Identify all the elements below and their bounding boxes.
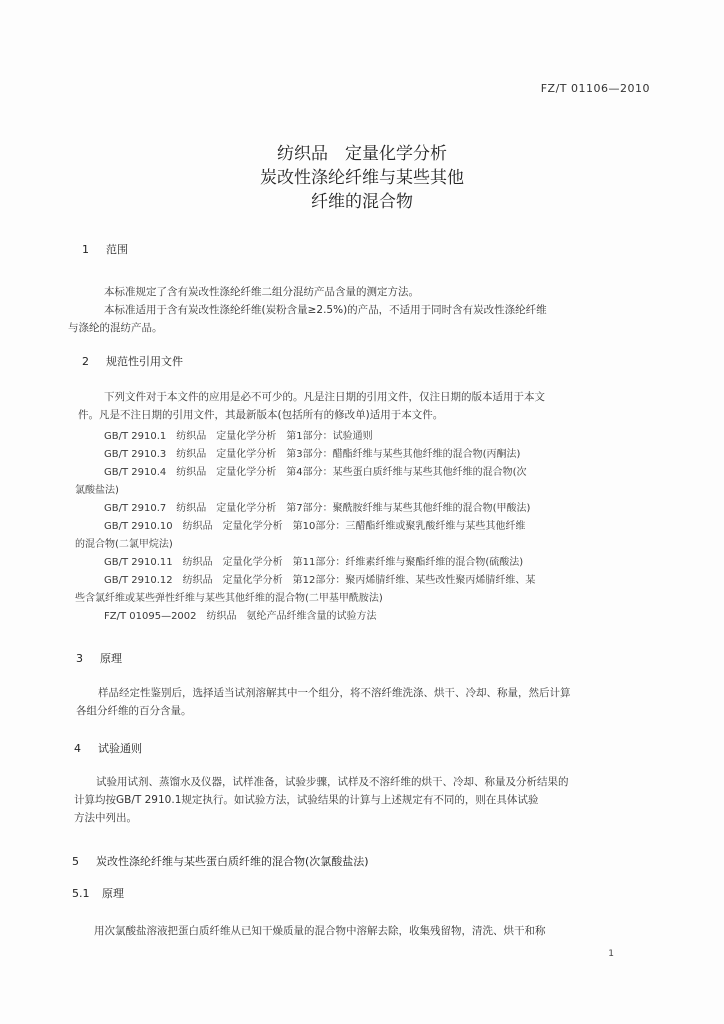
paragraph-line: 与涤纶的混纺产品。 (68, 322, 163, 334)
section-title: 原理 (102, 887, 124, 900)
section-2-intro (78, 388, 662, 424)
reference-line: GB/T 2910.12 纺织品 定量化学分析 第12部分：聚丙烯腈纤维、某些改性聚丙烯腈纤维、某 (104, 575, 536, 586)
section-2-heading (82, 353, 183, 369)
reference-item (80, 554, 660, 572)
section-number: 1 (82, 243, 89, 256)
section-4-heading (74, 740, 142, 756)
reference-line: GB/T 2910.3 纺织品 定量化学分析 第3部分：醋酯纤维与某些其他纤维的混合物(丙酮法) (104, 449, 521, 460)
section-number: 3 (76, 652, 83, 665)
section-3-body (76, 684, 666, 720)
reference-item (75, 572, 660, 608)
section-4-body (74, 773, 664, 827)
reference-item (75, 464, 660, 500)
section-3-heading (76, 650, 122, 666)
section-number: 4 (74, 742, 81, 755)
reference-item (80, 428, 660, 446)
paragraph-line: 各组分纤维的百分含量。 (76, 705, 192, 717)
page-number: 1 (608, 949, 614, 959)
section-title: 规范性引用文件 (106, 355, 183, 368)
section-title: 范围 (106, 243, 128, 256)
reference-item (80, 500, 660, 518)
reference-line: FZ/T 01095—2002 纺织品 氨纶产品纤维含量的试验方法 (104, 611, 377, 622)
section-1-body (68, 283, 662, 337)
normative-references-list (75, 428, 660, 626)
reference-item (75, 518, 660, 554)
paragraph-line: 本标准适用于含有炭改性涤纶纤维(炭粉含量≥2.5%)的产品，不适用于同时含有炭改性涤纶纤维 (104, 304, 547, 316)
reference-item (80, 608, 660, 626)
reference-item (80, 446, 660, 464)
reference-line: GB/T 2910.7 纺织品 定量化学分析 第7部分：聚酰胺纤维与某些其他纤维的混合物(甲酸法) (104, 503, 531, 514)
title-line-2: 炭改性涤纶纤维与某些其他 (260, 168, 464, 188)
title-line-1: 纺织品 定量化学分析 (277, 144, 447, 164)
reference-line-continued: 些含氯纤维或某些弹性纤维与某些其他纤维的混合物(二甲基甲酰胺法) (75, 593, 383, 604)
section-1-heading (82, 241, 128, 257)
paragraph-line: 方法中列出。 (74, 812, 137, 824)
paragraph-line: 样品经定性鉴别后，选择适当试剂溶解其中一个组分，将不溶纤维洗涤、烘干、冷却、称量，然后计算 (98, 687, 571, 699)
section-number: 5 (72, 855, 79, 868)
paragraph-line: 下列文件对于本文件的应用是必不可少的。凡是注日期的引用文件，仅注日期的版本适用于本文 (104, 391, 545, 403)
section-title: 试验通则 (98, 742, 142, 755)
section-title: 原理 (100, 652, 122, 665)
document-code: FZ/T 01106—2010 (540, 82, 650, 95)
reference-line-continued: 的混合物(二氯甲烷法) (75, 539, 173, 550)
section-number: 2 (82, 355, 89, 368)
paragraph-line: 用次氯酸盐溶液把蛋白质纤维从已知干燥质量的混合物中溶解去除，收集残留物，清洗、烘干和称 (94, 925, 546, 937)
section-5-1-heading (72, 885, 124, 901)
section-5-1-body (72, 922, 662, 940)
reference-line: GB/T 2910.11 纺织品 定量化学分析 第11部分：纤维素纤维与聚酯纤维的混合物(硫酸法) (104, 557, 524, 568)
document-title (0, 142, 724, 214)
section-number: 5.1 (72, 887, 90, 900)
reference-line: GB/T 2910.4 纺织品 定量化学分析 第4部分：某些蛋白质纤维与某些其他纤维的混合物(次 (104, 467, 527, 478)
paragraph-line: 计算均按GB/T 2910.1规定执行。如试验方法，试验结果的计算与上述规定有不同的，则在具体试验 (74, 794, 539, 806)
title-line-3: 纤维的混合物 (311, 192, 413, 212)
reference-line: GB/T 2910.10 纺织品 定量化学分析 第10部分：三醋酯纤维或聚乳酸纤维与某些其他纤维 (104, 521, 526, 532)
paragraph-line: 试验用试剂、蒸馏水及仪器，试样准备，试验步骤，试样及不溶纤维的烘干、冷却、称量及分析结果的 (96, 776, 569, 788)
reference-line-continued: 氯酸盐法) (75, 485, 119, 496)
reference-line: GB/T 2910.1 纺织品 定量化学分析 第1部分：试验通则 (104, 431, 373, 442)
section-5-heading (72, 853, 369, 869)
paragraph-line: 件。凡是不注日期的引用文件，其最新版本(包括所有的修改单)适用于本文件。 (78, 409, 444, 421)
paragraph: 本标准规定了含有炭改性涤纶纤维二组分混纺产品含量的测定方法。 (104, 286, 419, 298)
section-title: 炭改性涤纶纤维与某些蛋白质纤维的混合物(次氯酸盐法) (96, 855, 369, 868)
